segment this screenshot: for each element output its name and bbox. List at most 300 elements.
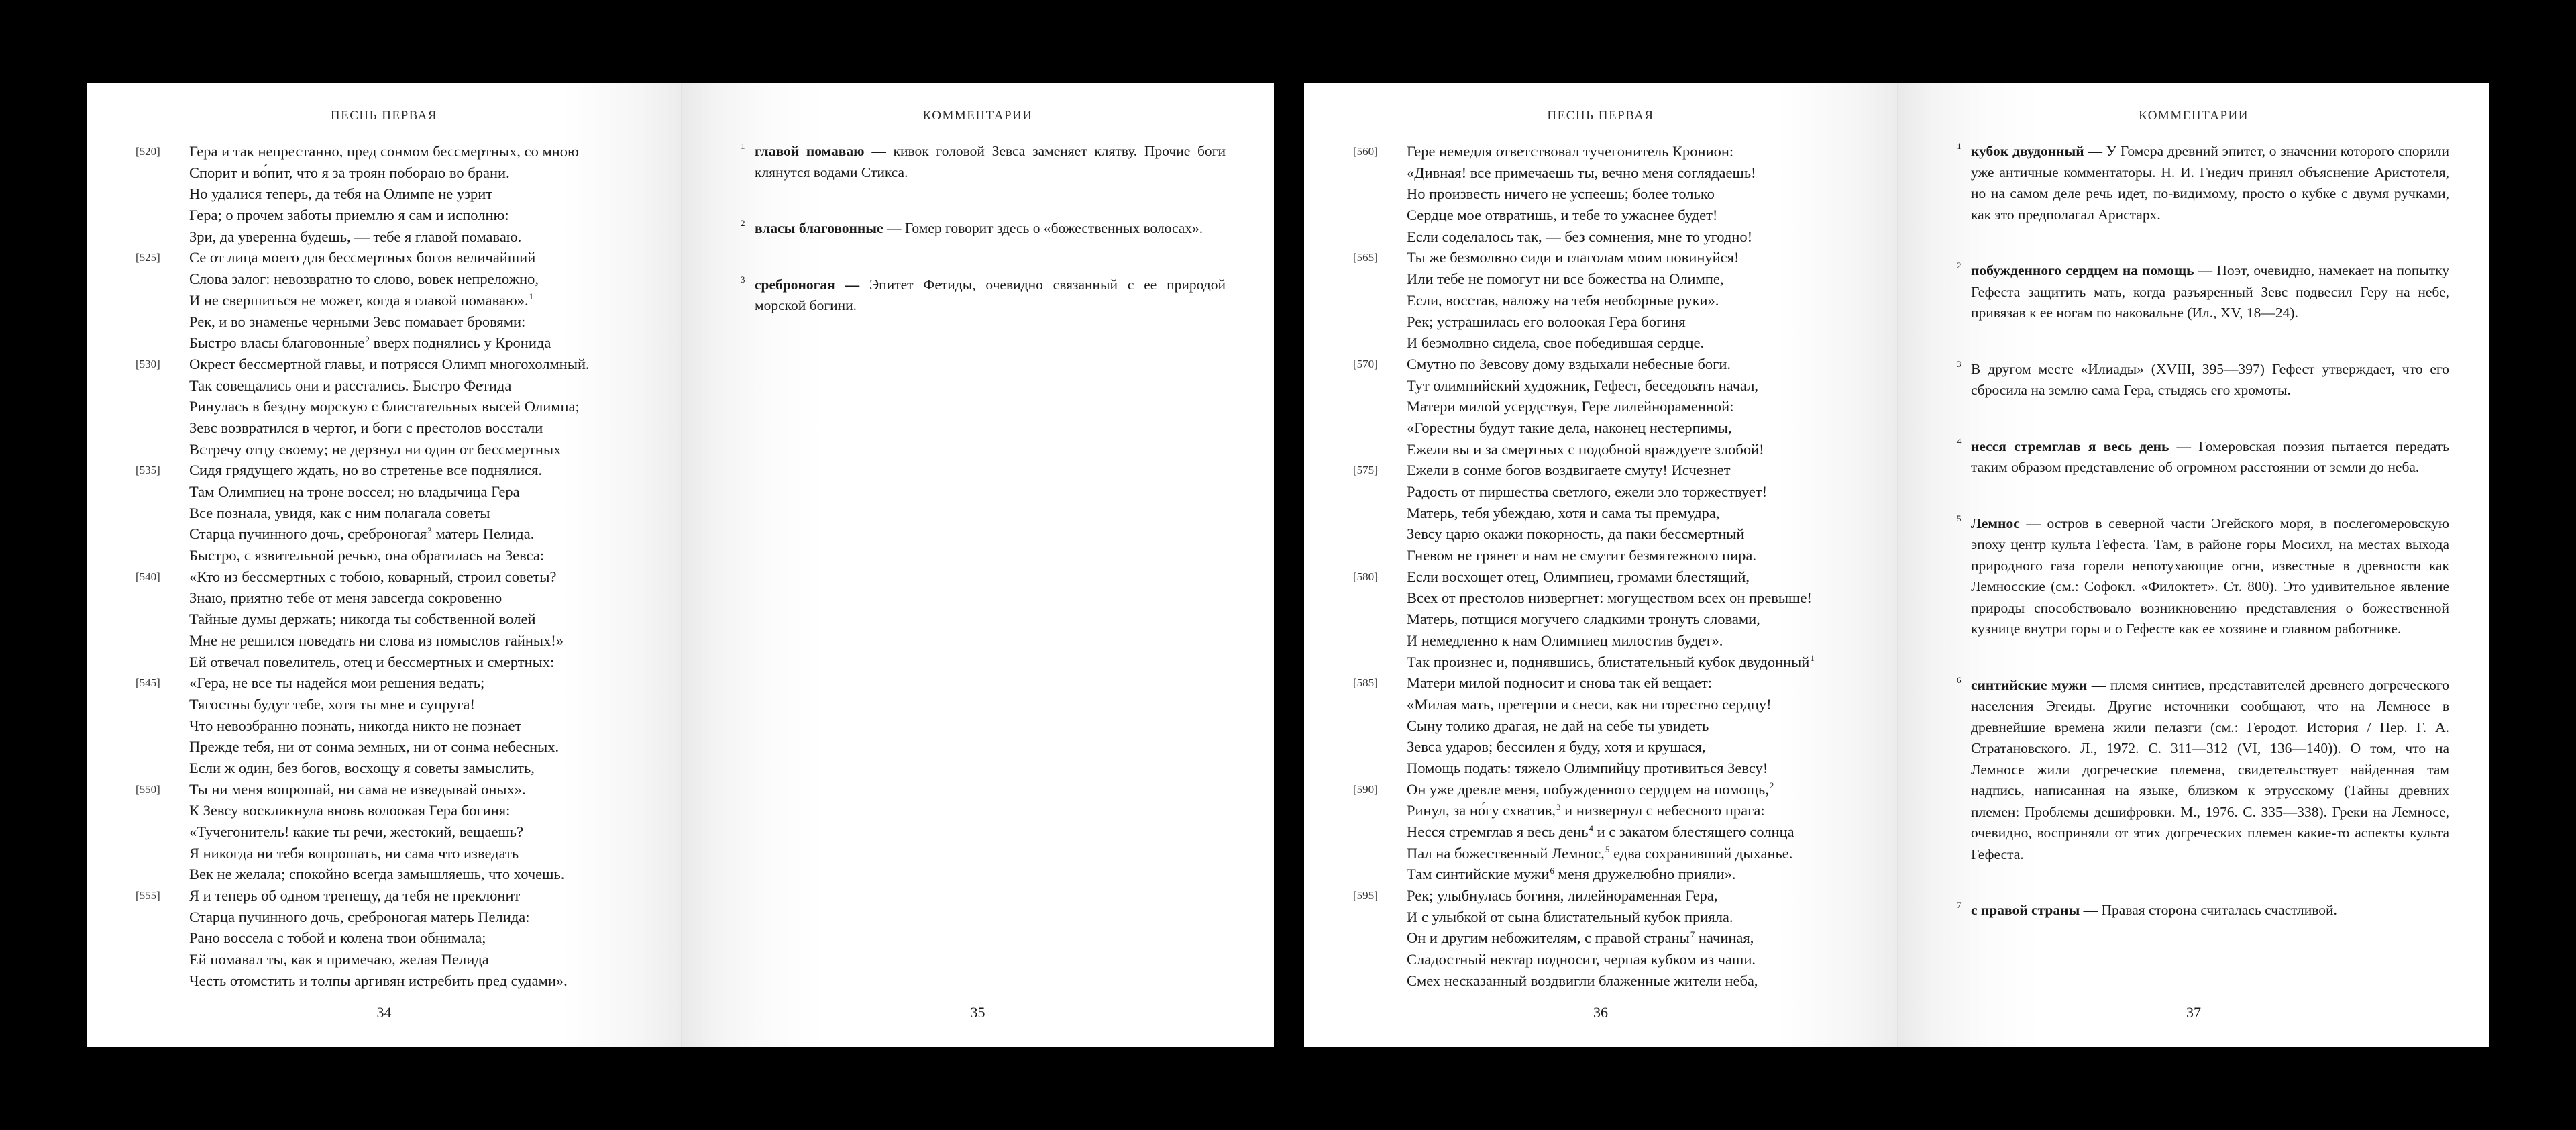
verse-line — [1304, 439, 1897, 460]
footnote-marker[interactable]: 2 — [365, 333, 370, 344]
verse-line — [1304, 290, 1897, 311]
page-37-commentary — [1897, 83, 2489, 1047]
footnote-marker[interactable]: 7 — [1690, 929, 1695, 939]
verse-text — [1407, 907, 1733, 928]
verse-text-main: К Зевсу воскликнула вновь волоокая Гера богиня: — [189, 802, 511, 819]
verse-line — [1304, 417, 1897, 439]
verse-line — [1304, 332, 1897, 354]
verse-text — [189, 566, 556, 588]
verse-line — [87, 927, 681, 949]
verse-line — [87, 141, 681, 162]
verse-text — [1407, 439, 1764, 460]
verse-text-continuation: матерь Пелида. — [431, 525, 535, 543]
verse-text-main: Знаю, приятно тебе от меня завсегда сокровенно — [189, 589, 502, 607]
verse-text — [1407, 821, 1794, 843]
verse-text-main: Тайные думы держать; никогда ты собственной волей — [189, 611, 536, 628]
verse-line — [87, 970, 681, 992]
verse-text-main: Слова залог: невозвратно то слово, вовек непреложно, — [189, 270, 539, 288]
verse-text-main: Тягостны будут тебе, хотя ты мне и супруга! — [189, 695, 475, 713]
note-text: остров в северной части Эгейского моря, в послегомеровскую эпоху центр культа Гефеста. Там, в районе горы Мосихл, на местах выхода природного газа горели непотухающие огни, известные в древности как Лемносские (см.: Софокл. «Филоктет». Ст. 800). Это удивительное явление природы способствовало возникновению представления о божественной кузнице внутри горы и о Гефесте как ее хозяине и главном работнике. — [1971, 515, 2449, 637]
verse-line — [1304, 460, 1897, 481]
verse-line — [87, 183, 681, 205]
verse-text-main: Матери милой усердствуя, Гере лилейнораменной: — [1407, 398, 1734, 415]
commentary-note — [682, 141, 1274, 183]
verse-line — [1304, 375, 1897, 397]
line-number: [525] — [136, 251, 160, 264]
verse-text-main: Или тебе не помогут ни все божества на Олимпе, — [1407, 270, 1724, 288]
verse-text-main: Гера и так непрестанно, пред сонмом бессмертных, со мною — [189, 143, 579, 160]
verse-line — [1304, 843, 1897, 864]
verse-text-continuation: начиная, — [1695, 929, 1754, 947]
verse-text — [189, 311, 525, 333]
verse-text — [189, 864, 564, 885]
note-number: 1 — [741, 141, 745, 151]
verse-text — [1407, 268, 1724, 290]
verse-line — [87, 311, 681, 333]
verse-text-main: Се от лица моего для бессмертных богов величайший — [189, 249, 536, 266]
verse-line — [1304, 396, 1897, 417]
verse-text-main: Старца пучинного дочь, среброногая — [189, 525, 427, 543]
verse-line — [87, 375, 681, 397]
verse-line — [1304, 927, 1897, 949]
verse-line — [1304, 226, 1897, 248]
note-number: 2 — [741, 218, 745, 228]
verse-text — [189, 183, 492, 205]
verse-line — [1304, 503, 1897, 524]
verse-text — [189, 885, 520, 907]
verse-line — [1304, 736, 1897, 758]
note-term: несся стремглав я весь день — — [1971, 438, 2192, 454]
running-head: ПЕСНЬ ПЕРВАЯ — [1547, 109, 1654, 123]
verse-text — [189, 843, 519, 864]
verse-line — [1304, 545, 1897, 566]
verse-text — [1407, 396, 1733, 417]
verse-text — [1407, 652, 1815, 673]
verse-text — [1407, 375, 1758, 397]
verse-line — [87, 907, 681, 928]
verse-text-main: Быстро власы благовонные — [189, 334, 365, 352]
verse-text — [1407, 226, 1752, 248]
verse-line — [87, 736, 681, 758]
line-number: [555] — [136, 889, 160, 903]
verse-text — [189, 800, 510, 821]
line-number: [550] — [136, 782, 160, 796]
verse-text-main: Ей отвечал повелитель, отец и бессмертных и смертных: — [189, 653, 555, 670]
verse-text-main: Но удалися теперь, да тебя на Олимпе не узрит — [189, 185, 493, 203]
verse-text-main: И не свершиться не может, когда я главой помаваю». — [189, 291, 529, 309]
verse-text — [189, 758, 535, 779]
verse-text — [1407, 970, 1758, 992]
verse-text-main: Матери милой подносит и снова так ей вещает: — [1407, 674, 1713, 692]
verse-text-main: Спорит и во́пит, что я за троян побораю во брани. — [189, 164, 510, 181]
verse-text — [1407, 332, 1704, 354]
verse-text-main: И безмолвно сидела, свое победившая сердце. — [1407, 334, 1705, 352]
verse-line — [87, 821, 681, 843]
running-head: КОММЕНТАРИИ — [2139, 109, 2249, 123]
verse-text-main: Честь отомстить и толпы аргивян истребить пред судами». — [189, 972, 568, 989]
verse-text-main: Гере немедля ответствовал тучегонитель Кронион: — [1407, 143, 1734, 160]
verse-text — [1407, 354, 1731, 375]
verse-line — [87, 268, 681, 290]
verse-text-main: Рек; устрашилась его волоокая Гера богиня — [1407, 313, 1686, 330]
verse-line — [87, 949, 681, 970]
verse-text-main: Помощь подать: тяжело Олимпийцу противиться Зевсу! — [1407, 759, 1768, 776]
line-number: [585] — [1353, 676, 1378, 690]
verse-text-main: Окрест бессмертной главы, и потрясся Олимп многохолмный. — [189, 355, 590, 372]
commentary-note — [1898, 675, 2489, 866]
verse-text-main: Я и теперь об одном трепещу, да тебя не преклонит — [189, 887, 521, 905]
verse-line — [1304, 268, 1897, 290]
verse-text-main: Гневом не грянет и нам не смутит безмятежного пира. — [1407, 547, 1757, 564]
verse-text — [1407, 460, 1731, 481]
verse-line — [87, 332, 681, 354]
note-text: — Поэт, очевидно, намекает на попытку Гефеста защитить мать, когда разъяренный Зевс подвесил Геру на небе, привязав к ее ногам по наковальне (Ил., XV, 18—24). — [1971, 262, 2449, 321]
verse-line — [1304, 587, 1897, 609]
verse-line — [87, 715, 681, 737]
verse-text — [1407, 864, 1736, 885]
verse-text-main: Все познала, увидя, как с ним полагала советы — [189, 504, 490, 521]
verse-text-main: И немедленно к нам Олимпиец милостив будет». — [1407, 631, 1723, 649]
verse-text-main: Ей помавал ты, как я примечаю, желая Пелида — [189, 951, 489, 968]
verse-line — [1304, 630, 1897, 652]
verse-text-main: И с улыбкой от сына блистательный кубок прияла. — [1407, 908, 1733, 925]
verse-text — [189, 162, 510, 184]
verse-text — [189, 247, 535, 268]
verse-line — [1304, 970, 1897, 992]
line-number: [520] — [136, 145, 160, 158]
note-number: 5 — [1957, 513, 1962, 523]
footnote-marker[interactable]: 1 — [1810, 653, 1815, 663]
note-number: 3 — [741, 274, 745, 285]
page-number: 34 — [376, 1004, 392, 1021]
verse-line — [87, 694, 681, 715]
verse-line — [87, 162, 681, 184]
verse-text — [1407, 779, 1774, 801]
verse-line — [87, 290, 681, 311]
verse-line — [87, 417, 681, 439]
verse-text — [1407, 630, 1723, 652]
verse-line — [87, 652, 681, 673]
verse-line — [87, 630, 681, 652]
verse-text-main: Рек, и во знаменье черными Зевс помавает бровями: — [189, 313, 526, 330]
verse-line — [87, 205, 681, 226]
verse-line — [1304, 864, 1897, 885]
note-text: Гомеровская поэзия пытается передать таким образом представление об огромном расстоянии от земли до неба. — [1971, 438, 2449, 475]
verse-text-main: Сладостный нектар подносит, черпая кубком из чаши. — [1407, 951, 1756, 968]
verse-text-continuation: и низвернул с небесного прага: — [1560, 802, 1765, 819]
running-head: ПЕСНЬ ПЕРВАЯ — [330, 109, 438, 123]
verse-text — [1407, 736, 1706, 758]
verse-text-main: Старца пучинного дочь, среброногая матерь Пелида: — [189, 908, 530, 925]
verse-text-main: Матерь, потщися могучего сладкими тронуть словами, — [1407, 611, 1760, 628]
verse-text — [189, 907, 529, 928]
verse-line — [87, 545, 681, 566]
verse-line — [87, 758, 681, 779]
verse-text — [189, 779, 526, 801]
note-number: 3 — [1957, 358, 1962, 369]
verse-text-main: Встречу отцу своему; не дерзнул ни один от бессмертных — [189, 440, 561, 458]
verse-line — [1304, 141, 1897, 162]
note-number: 7 — [1957, 900, 1962, 910]
verse-line — [1304, 779, 1897, 801]
verse-text-main: Сердце мое отвратишь, и тебе то ужаснее будет! — [1407, 207, 1718, 224]
page-34-verse — [87, 83, 681, 1047]
verse-text-main: Если соделалось так, — без сомнения, мне то угодно! — [1407, 227, 1753, 245]
footnote-marker[interactable]: 2 — [1769, 780, 1774, 791]
running-head: КОММЕНТАРИИ — [922, 109, 1033, 123]
line-number: [580] — [1353, 570, 1378, 583]
verse-text-main: Зри, да уверенна будешь, — тебе я главой помаваю. — [189, 227, 522, 245]
verse-line — [1304, 205, 1897, 226]
page-number: 36 — [1593, 1004, 1608, 1021]
verse-text — [189, 141, 579, 162]
verse-text-main: «Гера, не все ты надейся мои решения ведать; — [189, 674, 485, 692]
verse-text — [1407, 566, 1750, 588]
verse-text — [1407, 523, 1744, 545]
verse-line — [1304, 609, 1897, 630]
verse-text — [1407, 609, 1760, 630]
verse-text — [1407, 481, 1767, 503]
verse-line — [87, 566, 681, 588]
verse-text — [189, 652, 554, 673]
verse-text-main: Век не желала; спокойно всегда замышляешь, что хочешь. — [189, 866, 565, 883]
verse-text — [1407, 183, 1715, 205]
note-term: побужденного сердцем на помощь — [1971, 262, 2194, 278]
commentary-notes — [682, 141, 1274, 352]
verse-line — [1304, 800, 1897, 821]
book-spread-1 — [87, 83, 1273, 1047]
line-number: [540] — [136, 570, 160, 583]
note-text: У Гомера древний эпитет, о значении которого спорили уже античные комментаторы. Н. И. Гнедич принял объяснение Аристотеля, но на самом деле речь идет, по-видимому, просто о кубке с двумя ручками, как это предполагал Аристарх. — [1971, 143, 2449, 223]
line-number: [595] — [1353, 889, 1378, 903]
note-number: 2 — [1957, 260, 1962, 270]
verse-text-main: Так совещались они и расстались. Быстро Фетида — [189, 376, 512, 394]
footnote-marker[interactable]: 1 — [529, 291, 534, 302]
verse-line — [87, 587, 681, 609]
line-number: [530] — [136, 357, 160, 370]
verse-text-main: Он и другим небожителям, с правой страны — [1407, 929, 1690, 947]
verse-line — [1304, 162, 1897, 184]
verse-text-main: Там Олимпиец на троне воссел; но владычица Гера — [189, 483, 520, 500]
verse-line — [87, 439, 681, 460]
page-36-verse — [1304, 83, 1897, 1047]
footnote-marker[interactable]: 4 — [1589, 823, 1593, 833]
verse-text — [1407, 545, 1756, 566]
verse-text-main: Пал на божественный Лемнос, — [1407, 844, 1605, 862]
verse-text-main: Ты ни меня вопрошай, ни сама не изведывай оных». — [189, 780, 526, 798]
line-number: [570] — [1353, 357, 1378, 370]
note-number: 1 — [1957, 141, 1962, 151]
verse-line — [1304, 566, 1897, 588]
verse-line — [87, 523, 681, 545]
verse-text-main: Всех от престолов низвергнет: могуществом всех он превыше! — [1407, 589, 1812, 607]
verse-text — [189, 630, 564, 652]
verse-line — [1304, 481, 1897, 503]
verse-line — [1304, 758, 1897, 779]
verse-text-main: Матерь, тебя убеждаю, хотя и сама ты премудра, — [1407, 504, 1720, 521]
verse-text — [189, 821, 523, 843]
verse-line — [1304, 672, 1897, 694]
verse-text-main: Там синтийские мужи — [1407, 866, 1550, 883]
verse-text — [1407, 290, 1719, 311]
line-number: [560] — [1353, 145, 1378, 158]
verse-line — [87, 843, 681, 864]
verse-text — [1407, 311, 1686, 333]
verse-text — [189, 290, 533, 311]
commentary-note — [1898, 900, 2489, 921]
verse-line — [1304, 949, 1897, 970]
verse-line — [87, 226, 681, 248]
verse-text — [189, 205, 509, 226]
verse-line — [87, 354, 681, 375]
verse-text — [1407, 503, 1720, 524]
note-text: Эпитет Фетиды, очевидно связанный с ее природой морской богини. — [755, 276, 1226, 313]
verse-text — [1407, 715, 1709, 737]
verse-text — [1407, 417, 1732, 439]
verse-text — [1407, 885, 1718, 907]
verse-text-main: Тут олимпийский художник, Гефест, беседовать начал, — [1407, 376, 1759, 394]
verse-text — [1407, 205, 1717, 226]
verse-text-main: Он уже древле меня, побужденного сердцем на помощь, — [1407, 780, 1769, 798]
commentary-notes — [1898, 141, 2489, 956]
verse-text — [189, 354, 590, 375]
verse-text — [189, 503, 490, 524]
verse-text-main: Если ж один, без богов, восхощу я советы замыслить, — [189, 759, 535, 776]
note-term: власы благовонные — [755, 220, 883, 236]
footnote-marker[interactable]: 5 — [1605, 844, 1610, 855]
verse-line — [1304, 311, 1897, 333]
footnote-marker[interactable]: 3 — [1556, 801, 1561, 812]
footnote-marker[interactable]: 6 — [1550, 865, 1554, 876]
verse-text-main: Если, восстав, наложу на тебя необорные руки». — [1407, 291, 1719, 309]
footnote-marker[interactable]: 3 — [427, 525, 432, 535]
note-term: Лемнос — — [1971, 515, 2041, 531]
note-text: кивок головой Зевса заменяет клятву. Прочие боги клянутся водами Стикса. — [755, 143, 1226, 181]
verse-text-main: Ринул, за но́гу схватив, — [1407, 802, 1556, 819]
verse-text — [1407, 694, 1772, 715]
verse-line — [87, 609, 681, 630]
verse-text-continuation: меня дружелюбно прияли». — [1554, 866, 1736, 883]
commentary-note — [682, 274, 1274, 317]
verse-line — [87, 800, 681, 821]
verse-text-main: Ежели в сонме богов воздвигаете смуту! Исчезнет — [1407, 462, 1731, 479]
line-number: [565] — [1353, 251, 1378, 264]
note-term: синтийские мужи — — [1971, 676, 2106, 693]
verse-line — [1304, 715, 1897, 737]
verse-line — [87, 779, 681, 801]
commentary-note — [1898, 436, 2489, 478]
verse-text — [189, 736, 559, 758]
verse-text — [1407, 587, 1812, 609]
note-term: с правой страны — — [1971, 902, 2098, 918]
verse-text-main: Сыну толико драгая, не дай на себе ты увидеть — [1407, 717, 1709, 734]
verse-text-main: «Дивная! все примечаешь ты, вечно меня соглядаешь! — [1407, 164, 1756, 181]
note-text: — Гомер говорит здесь о «божественных волосах». — [883, 220, 1203, 236]
verse-line — [87, 247, 681, 268]
verse-text-main: Рано воссела с тобой и колена твои обнимала; — [189, 929, 486, 947]
verse-text-main: Прежде тебя, ни от сонма земных, ни от сонма небесных. — [189, 738, 559, 756]
commentary-note — [1898, 513, 2489, 640]
verse-text — [189, 970, 568, 992]
verse-text-main: Рек; улыбнулась богиня, лилейнораменная Гера, — [1407, 887, 1718, 905]
verse-text — [189, 672, 484, 694]
note-text: племя синтиев, представителей древнего догреческого населения Эгеиды. Другие источники сообщают, что на Лемносе в древнейшие времена жили пелазги (см.: Геродот. История / Пер. Г. А. Стратановского. Л., 1972. С. 311—312 (VI, 136—140)). О том, что на Лемносе жили догреческие племена, свидетельствует найденная там надпись, написанная на языке, близком к этрусскому (Тайны древних племен: Проблемы дешифровки. М., 1976. С. 335—338). Греки на Лемносе, очевидно, восприняли от этих догреческих племен какие-то аспекты культа Гефеста. — [1971, 676, 2449, 862]
verse-text-main: Ты же безмолвно сиди и глаголам моим повинуйся! — [1407, 249, 1739, 266]
verse-text — [1407, 162, 1756, 184]
commentary-note — [1898, 260, 2489, 324]
note-term: кубок двудонный — — [1971, 143, 2102, 159]
verse-text-main: Сидя грядущего ждать, но во стретенье все поднялися. — [189, 462, 542, 479]
note-number: 4 — [1957, 435, 1962, 446]
note-term: главой помаваю — — [755, 143, 886, 159]
verse-text — [1407, 949, 1756, 970]
verse-text-main: Гера; о прочем заботы приемлю я сам и исполню: — [189, 207, 509, 224]
page-number: 35 — [970, 1004, 985, 1021]
book-spread-2 — [1304, 83, 2489, 1047]
verse-text-main: Зевса ударов; бессилен я буду, хотя и крушася, — [1407, 738, 1706, 756]
line-number: [535] — [136, 464, 160, 477]
verse-text — [189, 545, 544, 566]
verse-text-main: Быстро, с язвительной речью, она обратилась на Зевса: — [189, 547, 545, 564]
verse-text-main: Что невозбранно познать, никогда никто не познает — [189, 717, 522, 734]
verse-text — [189, 927, 486, 949]
verse-text-main: Смутно по Зевсову дому вздыхали небесные боги. — [1407, 355, 1731, 372]
verse-text — [1407, 800, 1765, 821]
line-number: [575] — [1353, 464, 1378, 477]
verse-line — [87, 396, 681, 417]
verse-text — [1407, 247, 1739, 268]
verse-line — [87, 885, 681, 907]
verse-text-main: Если восхощет отец, Олимпиец, громами блестящий, — [1407, 568, 1750, 585]
verse-line — [1304, 885, 1897, 907]
verse-text — [189, 481, 520, 503]
verse-text-main: Так произнес и, поднявшись, блистательный кубок двудонный — [1407, 653, 1810, 670]
verse-text — [1407, 758, 1768, 779]
verse-line — [1304, 354, 1897, 375]
verse-line — [87, 864, 681, 885]
verse-line — [1304, 183, 1897, 205]
verse-text-main: Мне не решился поведать ни слова из помыслов тайных!» — [189, 631, 564, 649]
verse-text-main: Смех несказанный воздвигли блаженные жители неба, — [1407, 972, 1758, 989]
note-text: Правая сторона считалась счастливой. — [2098, 902, 2337, 918]
verse-block — [1304, 141, 1897, 992]
verse-line — [1304, 694, 1897, 715]
verse-text — [189, 332, 551, 354]
verse-text-main: Ринулась в бездну морскую с блистательных высей Олимпа; — [189, 398, 580, 415]
verse-line — [87, 460, 681, 481]
verse-text-main: «Милая мать, претерпи и снеси, как ни горестно сердцу! — [1407, 695, 1772, 713]
verse-text — [1407, 672, 1712, 694]
verse-text — [189, 715, 521, 737]
verse-text-main: «Горестны будут такие дела, наконец нестерпимы, — [1407, 419, 1732, 436]
verse-text-main: Но произвесть ничего не успеешь; более только — [1407, 185, 1715, 203]
page-number: 37 — [2186, 1004, 2201, 1021]
verse-text-main: Я никогда ни тебя вопрошать, ни сама что изведать — [189, 844, 519, 862]
verse-text — [1407, 141, 1733, 162]
verse-text — [189, 694, 475, 715]
verse-text — [189, 523, 534, 545]
verse-text — [189, 949, 489, 970]
verse-text — [189, 375, 511, 397]
verse-line — [1304, 907, 1897, 928]
commentary-note — [1898, 141, 2489, 225]
verse-text — [189, 460, 542, 481]
verse-text-main: Ежели вы и за смертных с подобной враждуете злобой! — [1407, 440, 1764, 458]
verse-text — [189, 226, 521, 248]
verse-text-main: «Тучегонитель! какие ты речи, жестокий, вещаешь? — [189, 823, 524, 840]
verse-text-main: Зевс возвратился в чертог, и боги с престолов восстали — [189, 419, 543, 436]
verse-text-main: «Кто из бессмертных с тобою, коварный, строил советы? — [189, 568, 557, 585]
